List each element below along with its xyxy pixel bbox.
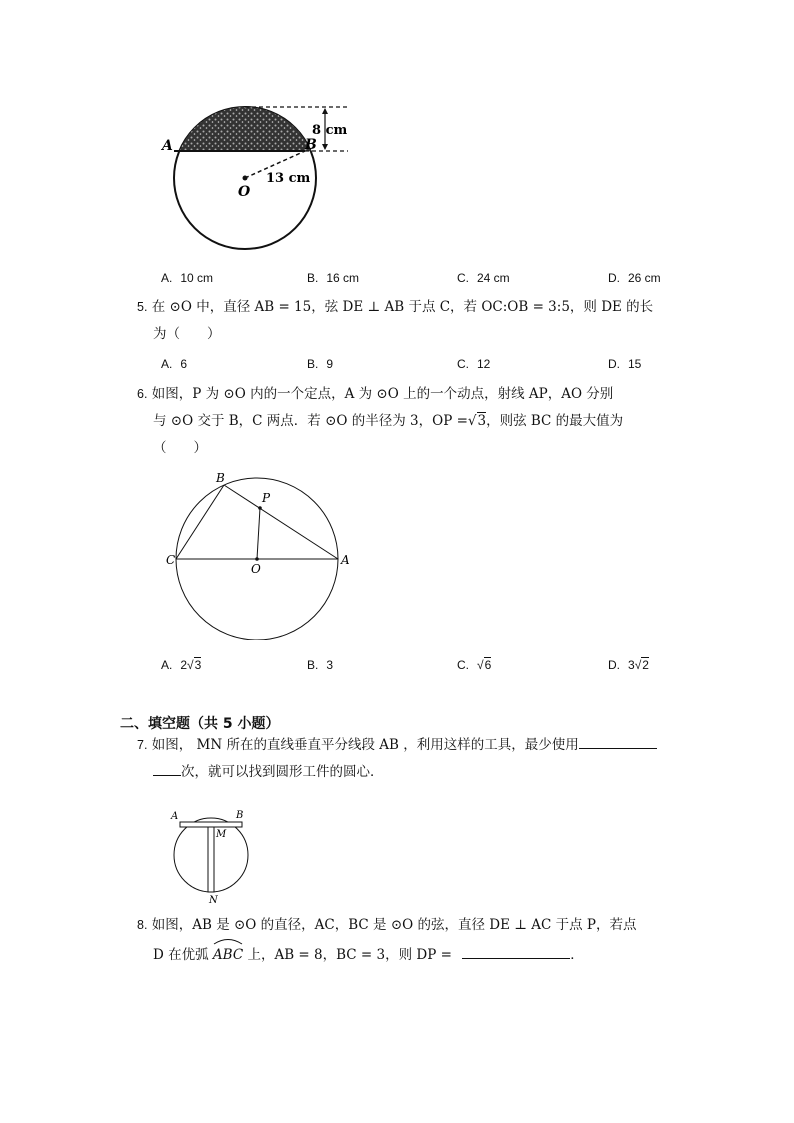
q7-number: 7. <box>137 738 148 752</box>
q7-answer-blank-2[interactable] <box>153 761 181 776</box>
q8-answer-blank[interactable] <box>462 944 570 959</box>
q7-label-n: N <box>209 895 218 905</box>
q4-option-a: A. 10 cm <box>161 271 214 285</box>
q5-option-d: D. 15 <box>608 357 642 371</box>
q8-line1: 8. 如图，AB 是 ⊙O 的直径，AC，BC 是 ⊙O 的弦，直径 DE ⊥ AC 于点 P，若点 <box>137 917 637 933</box>
q4-option-b: B. 16 cm <box>307 271 360 285</box>
q6-option-b: B. 3 <box>307 658 334 672</box>
q4-arrow-up <box>322 108 328 114</box>
q4-option-c: C. 24 cm <box>457 271 510 285</box>
q6-line3: （ ） <box>153 440 207 456</box>
q7-label-m: M <box>216 829 227 840</box>
q7-label-b: B <box>236 810 244 821</box>
section-title: 二、填空题（共 5 小题） <box>120 716 280 732</box>
q5-option-c: C. 12 <box>457 357 491 371</box>
q6-label-b: B <box>216 471 225 485</box>
q7-line1: 7. 如图， MN 所在的直线垂直平分线段 AB ，利用这样的工具，最少使用 <box>137 732 657 759</box>
q6-chord-ba <box>224 485 338 559</box>
q4-label-b: B <box>305 137 317 153</box>
q4-option-d: D. 26 cm <box>608 271 661 285</box>
q8-number: 8. <box>137 918 148 932</box>
q6-figure <box>160 468 360 640</box>
q5-option-a: A. 6 <box>161 357 188 371</box>
q6-line1: 6. 如图，P 为 ⊙O 内的一个定点，A 为 ⊙O 上的一个动点，射线 AP，AO 分别 <box>137 386 614 402</box>
q5-line1: 5. 在 ⊙O 中，直径 AB = 15，弦 DE ⊥ AB 于点 C，若 OC:OB = 3:5，则 DE 的长 <box>137 299 654 315</box>
q8-arc-abc: ABC <box>213 940 243 969</box>
q6-point-p <box>258 506 262 510</box>
q7-label-a: A <box>171 811 179 822</box>
q6-segment-op <box>257 508 260 559</box>
q6-label-o: O <box>251 562 261 576</box>
q7-answer-blank-1[interactable] <box>579 734 657 749</box>
q6-option-a: A. 2√3 <box>161 658 202 672</box>
q4-arrow-down <box>322 144 328 150</box>
q6-number: 6. <box>137 387 148 401</box>
q6-chord-cb <box>176 485 224 559</box>
q4-label-o: O <box>238 184 251 200</box>
q4-label-a: A <box>162 138 173 154</box>
q6-label-a: A <box>341 553 350 567</box>
q6-label-c: C <box>166 553 176 567</box>
q6-option-c: C. √6 <box>457 658 492 672</box>
q5-option-b: B. 9 <box>307 357 334 371</box>
q6-option-d: D. 3√2 <box>608 658 649 672</box>
q7-line2: 次，就可以找到圆形工件的圆心． <box>153 759 384 786</box>
q7-tool-crossbar <box>180 822 242 827</box>
q5-number: 5. <box>137 300 148 314</box>
q6-point-o <box>255 557 259 561</box>
q4-figure <box>160 100 370 260</box>
q8-line2: D 在优弧 ABC 上，AB = 8，BC = 3，则 DP = ． <box>153 940 584 969</box>
q7-figure <box>166 805 276 905</box>
q7-tool-stem <box>208 827 214 892</box>
q5-line2: 为（ ） <box>153 326 221 342</box>
q4-label-height: 8 cm <box>312 123 348 138</box>
q6-label-p: P <box>262 491 271 505</box>
q6-line2: 与 ⊙O 交于 B，C 两点．若 ⊙O 的半径为 3，OP =√3，则弦 BC 的最大值为 <box>153 413 624 429</box>
q4-center-dot <box>243 176 248 181</box>
q4-label-radius: 13 cm <box>266 171 311 186</box>
